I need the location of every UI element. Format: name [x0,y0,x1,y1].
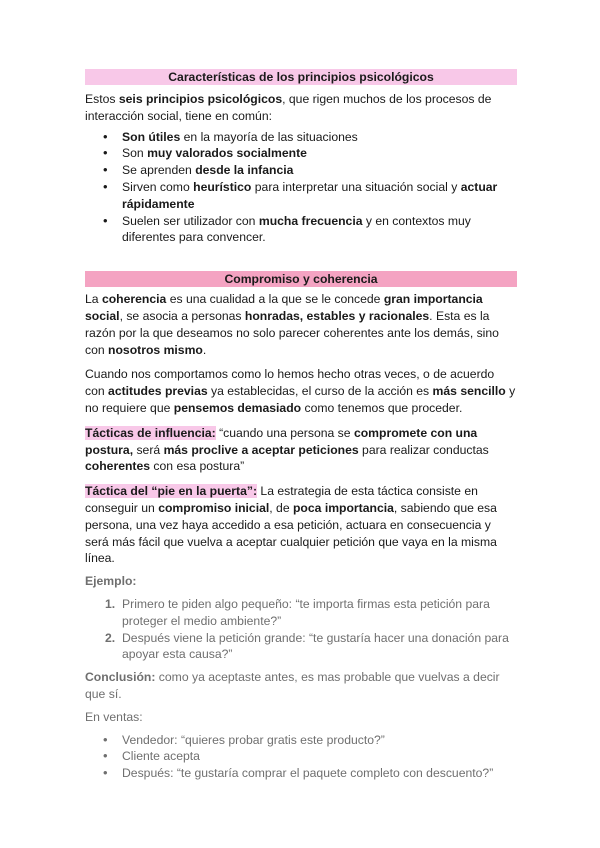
item-number: 2. [105,630,116,645]
influence-tactics-paragraph [85,425,517,475]
text-run: y en contextos muy diferentes para convencer. [122,213,471,245]
text-run: en la mayoría de las situaciones [180,129,358,144]
text-run: , sabiendo que esa persona, una vez haya accedido a esa petición, actuara en consecuencia y será más fácil que vuelva a aceptar cualquier petición que vaya en la misma línea. [85,500,497,566]
bold-text: actitudes previas [108,384,208,399]
section-heading-principles: Características de los principios psicológicos [85,69,517,85]
bold-text: más sencillo [432,384,506,399]
item-number: 1. [105,596,116,611]
bold-text: actuar rápidamente [122,179,498,211]
item-text: Después viene la petición grande: “te gustaría hacer una donación para apoyar esta causa?” [122,630,509,662]
text-run: como tenemos que proceder. [301,400,463,415]
text-run: con esa postura” [150,459,245,474]
text-run: , que rigen muchos de los procesos de interacción social, tiene en común: [85,92,492,123]
bold-text: Táctica del “pie en la puerta”: [85,484,258,499]
bold-text: compromete con una postura, [85,425,478,457]
text-run: Estos [85,92,119,106]
list-item: • Vendedor: “quieres probar gratis este producto?” [85,732,517,749]
bold-text: heurístico [193,179,252,194]
bold-text: pensemos demasiado [173,400,302,415]
text-run: ya establecidas, el curso de la acción es [207,384,433,399]
text-run: “cuando una persona se [215,425,354,440]
text-run: Cuando nos comportamos como lo hemos hecho otras veces, o de acuerdo con [85,367,495,399]
list-item [85,630,517,664]
list-item [85,145,517,162]
conclusion-paragraph [85,669,517,703]
bold-text: desde la infancia [195,163,294,178]
previous-behaviour-paragraph [85,366,517,416]
bold-text: seis principios psicológicos [118,92,283,106]
page-content [85,69,517,782]
bold-text: coherentes [85,459,151,474]
list-item: • Cliente acepta [85,748,517,765]
coherence-paragraph [85,291,517,358]
text-run: es una cualidad a la que se le concede [166,292,384,307]
text-run: Sirven como [122,179,194,194]
bold-text: compromiso inicial [158,500,270,515]
text-run: Se aprenden [122,163,196,178]
bold-text: coherencia [101,292,167,307]
bold-text: gran importancia social [85,292,483,323]
text-run: Suelen ser utilizador con [122,213,259,228]
bold-text: Conclusión: [85,670,156,685]
text-run: , de [269,500,293,515]
text-run: Son [122,146,148,161]
bold-text: más proclive a aceptar peticiones [163,442,359,457]
intro-paragraph [85,91,517,125]
text-run: . [202,342,207,357]
list-item [85,129,517,146]
example-list [85,596,517,663]
text-run: para interpretar una situación social y [251,179,461,194]
sales-list [85,732,517,782]
bold-text: nosotros mismo [108,342,203,357]
text-run: La [85,292,102,307]
text-run: para realizar conductas [358,442,489,457]
list-item [85,213,517,247]
item-text: Primero te piden algo pequeño: “te importa firmas esta petición para proteger el medio ambiente?” [122,596,490,628]
text-run: . Esta es la razón por la que deseamos no solo parecer coherentes ante los demás, sino con [85,308,499,357]
bold-text: Tácticas de influencia: [85,425,216,440]
bold-text: honradas, estables y racionales [244,308,430,323]
example-label: Ejemplo: [85,574,137,589]
section-heading-commitment: Compromiso y coherencia [85,271,517,287]
foot-in-door-paragraph [85,483,517,567]
text-run: será [133,442,164,457]
principles-list [85,129,517,247]
bold-text: Son útiles [122,129,181,144]
text-run: como ya aceptaste antes, es mas probable que vuelvas a decir que sí. [85,670,500,701]
bold-text: mucha frecuencia [258,213,363,228]
list-item [85,162,517,179]
text-run: , se asocia a personas [119,308,245,323]
list-item [85,596,517,630]
list-item: • Después: “te gustaría comprar el paquete completo con descuento?” [85,765,517,782]
bold-text: muy valorados socialmente [147,146,307,161]
sales-label: En ventas: [85,709,143,724]
text-run: y no requiere que [85,384,516,415]
text-run: La estrategia de esta táctica consiste en conseguir un [85,484,478,515]
bold-text: poca importancia [292,500,394,515]
list-item [85,179,517,213]
